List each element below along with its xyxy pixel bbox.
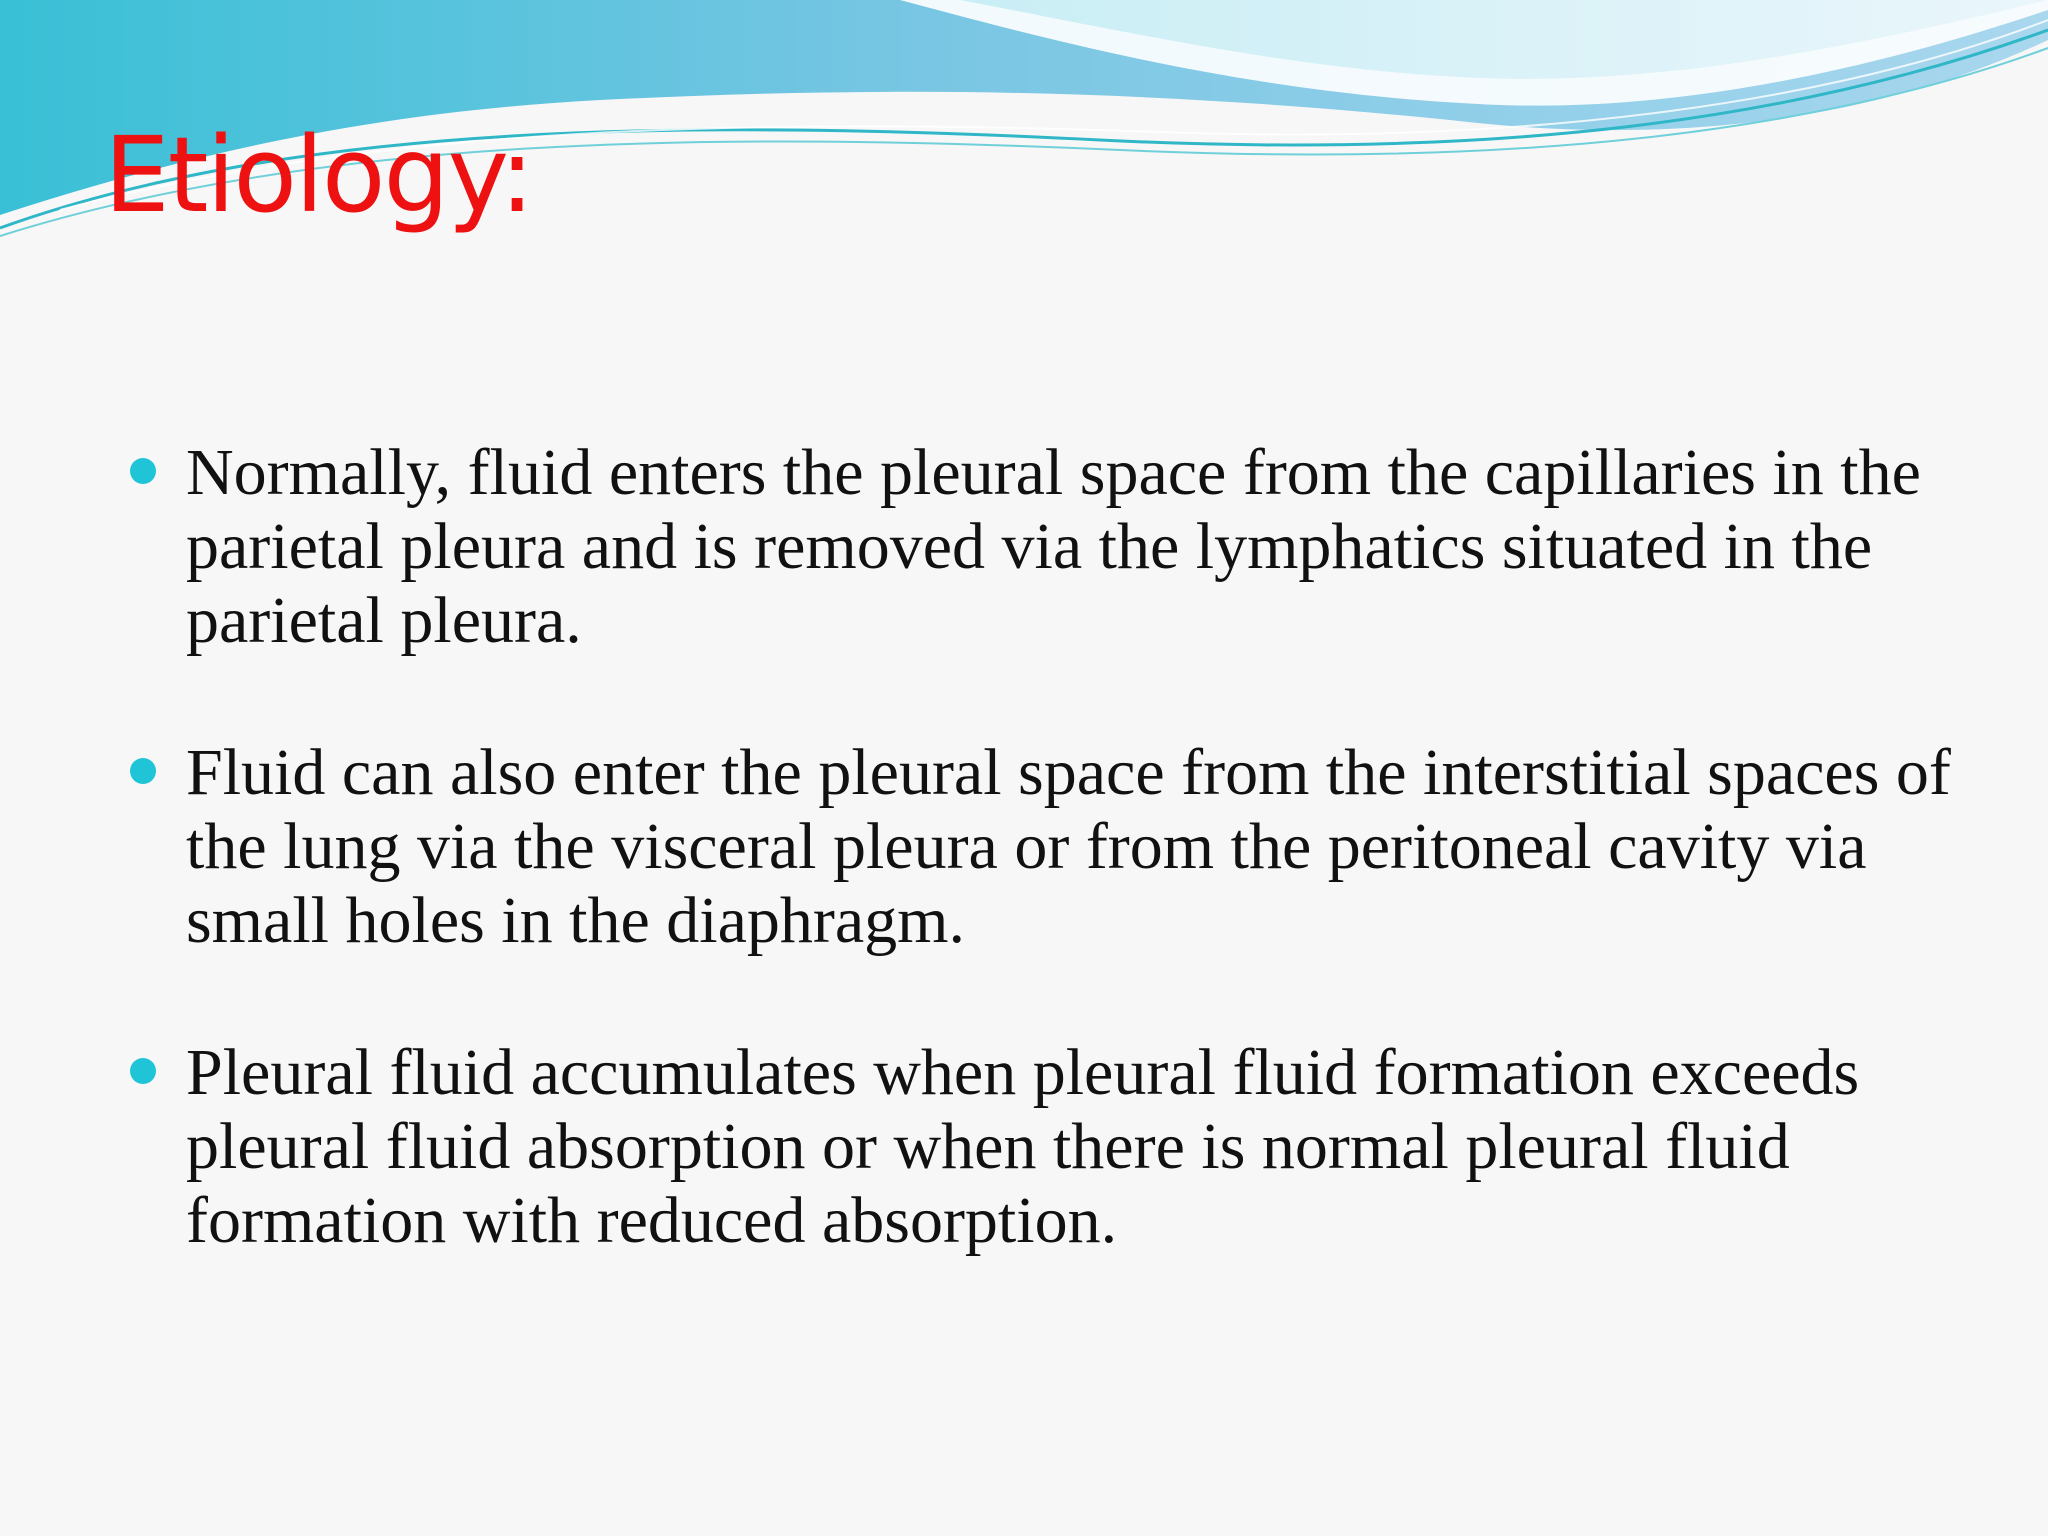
bullet-list [126,436,1986,1336]
bullet-item [126,1036,1986,1258]
bullet-dot-icon [130,1058,156,1084]
bullet-dot-icon [130,458,156,484]
bullet-text: Fluid can also enter the pleural space from the interstitial spaces of the lung via the visceral pleura or from the peritoneal cavity via small holes in the diaphragm. [186,736,1951,957]
bullet-text: Normally, fluid enters the pleural space from the capillaries in the parietal pleura and is removed via the lymphatics situated in the parietal pleura. [186,436,1921,657]
bullet-dot-icon [130,758,156,784]
bullet-item [126,736,1986,958]
bullet-text: Pleural fluid accumulates when pleural fluid formation exceeds pleural fluid absorption or when there is normal pleural fluid formation with reduced absorption. [186,1036,1860,1257]
bullet-item [126,436,1986,658]
slide-title: Etiology: [104,114,533,236]
